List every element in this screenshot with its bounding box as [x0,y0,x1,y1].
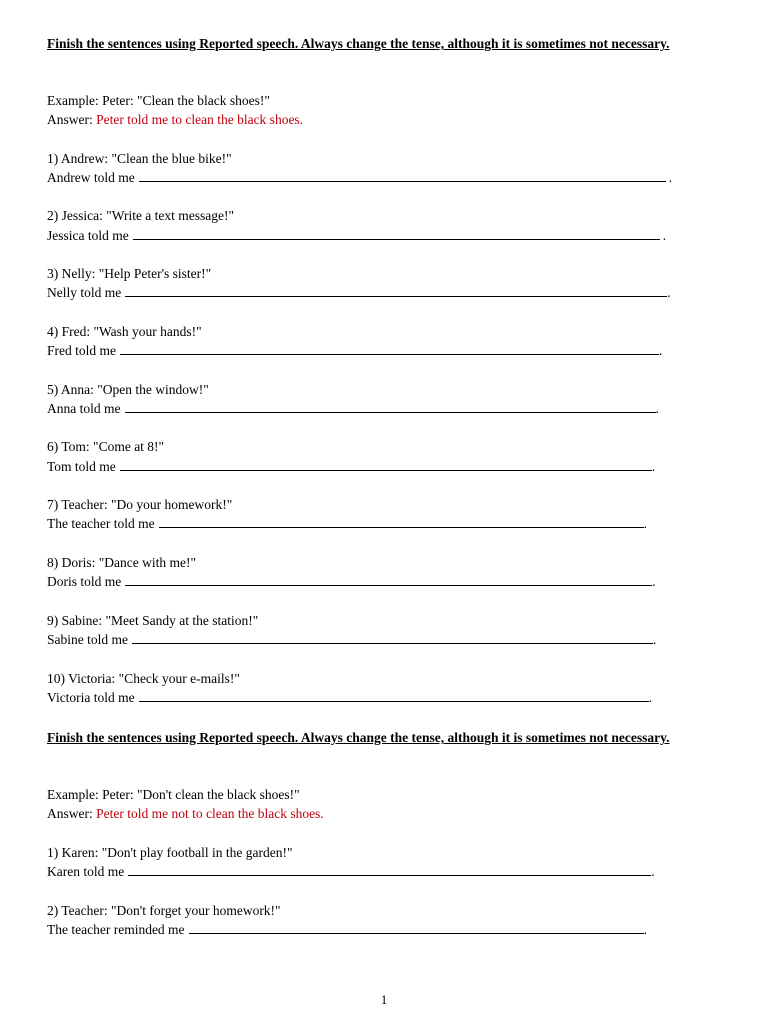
answer-lead: Karen told me [47,864,125,879]
example-line-2: Example: Peter: "Don't clean the black shoes!" [47,787,300,802]
answer-text: Peter told me not to clean the black shoes. [96,806,324,821]
answer-blank[interactable] [128,862,651,876]
answer-blank[interactable] [139,688,649,702]
answer-text: Peter told me to clean the black shoes. [96,112,304,127]
answer-lead: Andrew told me [47,170,135,185]
answer-end: . [668,170,673,185]
answer-blank[interactable] [125,572,652,586]
answer-row [47,226,666,245]
answer-blank[interactable] [189,920,644,934]
answer-end: . [655,401,659,416]
instructions-heading-2: Finish the sentences using Reported speech. Always change the tense, although it is sometimes not necessary. [47,730,670,745]
answer-blank[interactable] [132,630,653,644]
prompt-line: 4) Fred: "Wash your hands!" [47,324,202,339]
answer-blank[interactable] [120,457,652,471]
answer-blank[interactable] [120,341,659,355]
answer-lead: Victoria told me [47,690,135,705]
answer-label: Answer: [47,112,93,127]
answer-end: . [667,285,671,300]
answer-blank[interactable] [133,226,660,240]
answer-row [47,920,647,939]
answer-row [47,572,656,591]
answer-line-2 [47,804,324,823]
answer-row [47,514,647,533]
answer-end: . [662,228,667,243]
answer-end: . [648,690,653,705]
prompt-line: 10) Victoria: "Check your e-mails!" [47,671,240,686]
answer-row [47,341,662,360]
answer-end: . [651,864,655,879]
answer-lead: Jessica told me [47,228,129,243]
answer-lead: The teacher reminded me [47,922,185,937]
answer-line [47,110,303,129]
answer-row [47,630,656,649]
answer-lead: Nelly told me [47,285,122,300]
answer-end: . [653,632,657,647]
answer-end: . [659,343,663,358]
answer-row [47,457,655,476]
answer-lead: Tom told me [47,459,116,474]
answer-lead: Sabine told me [47,632,128,647]
answer-end: . [643,516,647,531]
answer-blank[interactable] [159,514,644,528]
answer-lead: The teacher told me [47,516,155,531]
answer-blank[interactable] [125,283,667,297]
prompt-line: 1) Karen: "Don't play football in the garden!" [47,845,293,860]
prompt-line: 2) Teacher: "Don't forget your homework!" [47,903,281,918]
answer-end: . [651,459,656,474]
example-line: Example: Peter: "Clean the black shoes!" [47,93,270,108]
page-number: 1 [380,992,388,1007]
answer-lead: Anna told me [47,401,121,416]
answer-label: Answer: [47,806,93,821]
prompt-line: 3) Nelly: "Help Peter's sister!" [47,266,212,281]
answer-end: . [652,574,656,589]
prompt-line: 2) Jessica: "Write a text message!" [47,208,235,223]
answer-row [47,283,671,302]
prompt-line: 1) Andrew: "Clean the blue bike!" [47,151,232,166]
prompt-line: 7) Teacher: "Do your homework!" [47,497,233,512]
answer-row [47,862,655,881]
instructions-heading: Finish the sentences using Reported speech. Always change the tense, although it is sometimes not necessary. [47,36,670,51]
answer-lead: Fred told me [47,343,116,358]
answer-blank[interactable] [139,168,666,182]
prompt-line: 9) Sabine: "Meet Sandy at the station!" [47,613,259,628]
prompt-line: 5) Anna: "Open the window!" [47,382,209,397]
answer-row [47,399,659,418]
answer-row [47,168,672,187]
answer-row [47,688,652,707]
answer-end: . [643,922,647,937]
prompt-line: 6) Tom: "Come at 8!" [47,439,165,454]
answer-blank[interactable] [125,399,656,413]
prompt-line: 8) Doris: "Dance with me!" [47,555,196,570]
answer-lead: Doris told me [47,574,122,589]
